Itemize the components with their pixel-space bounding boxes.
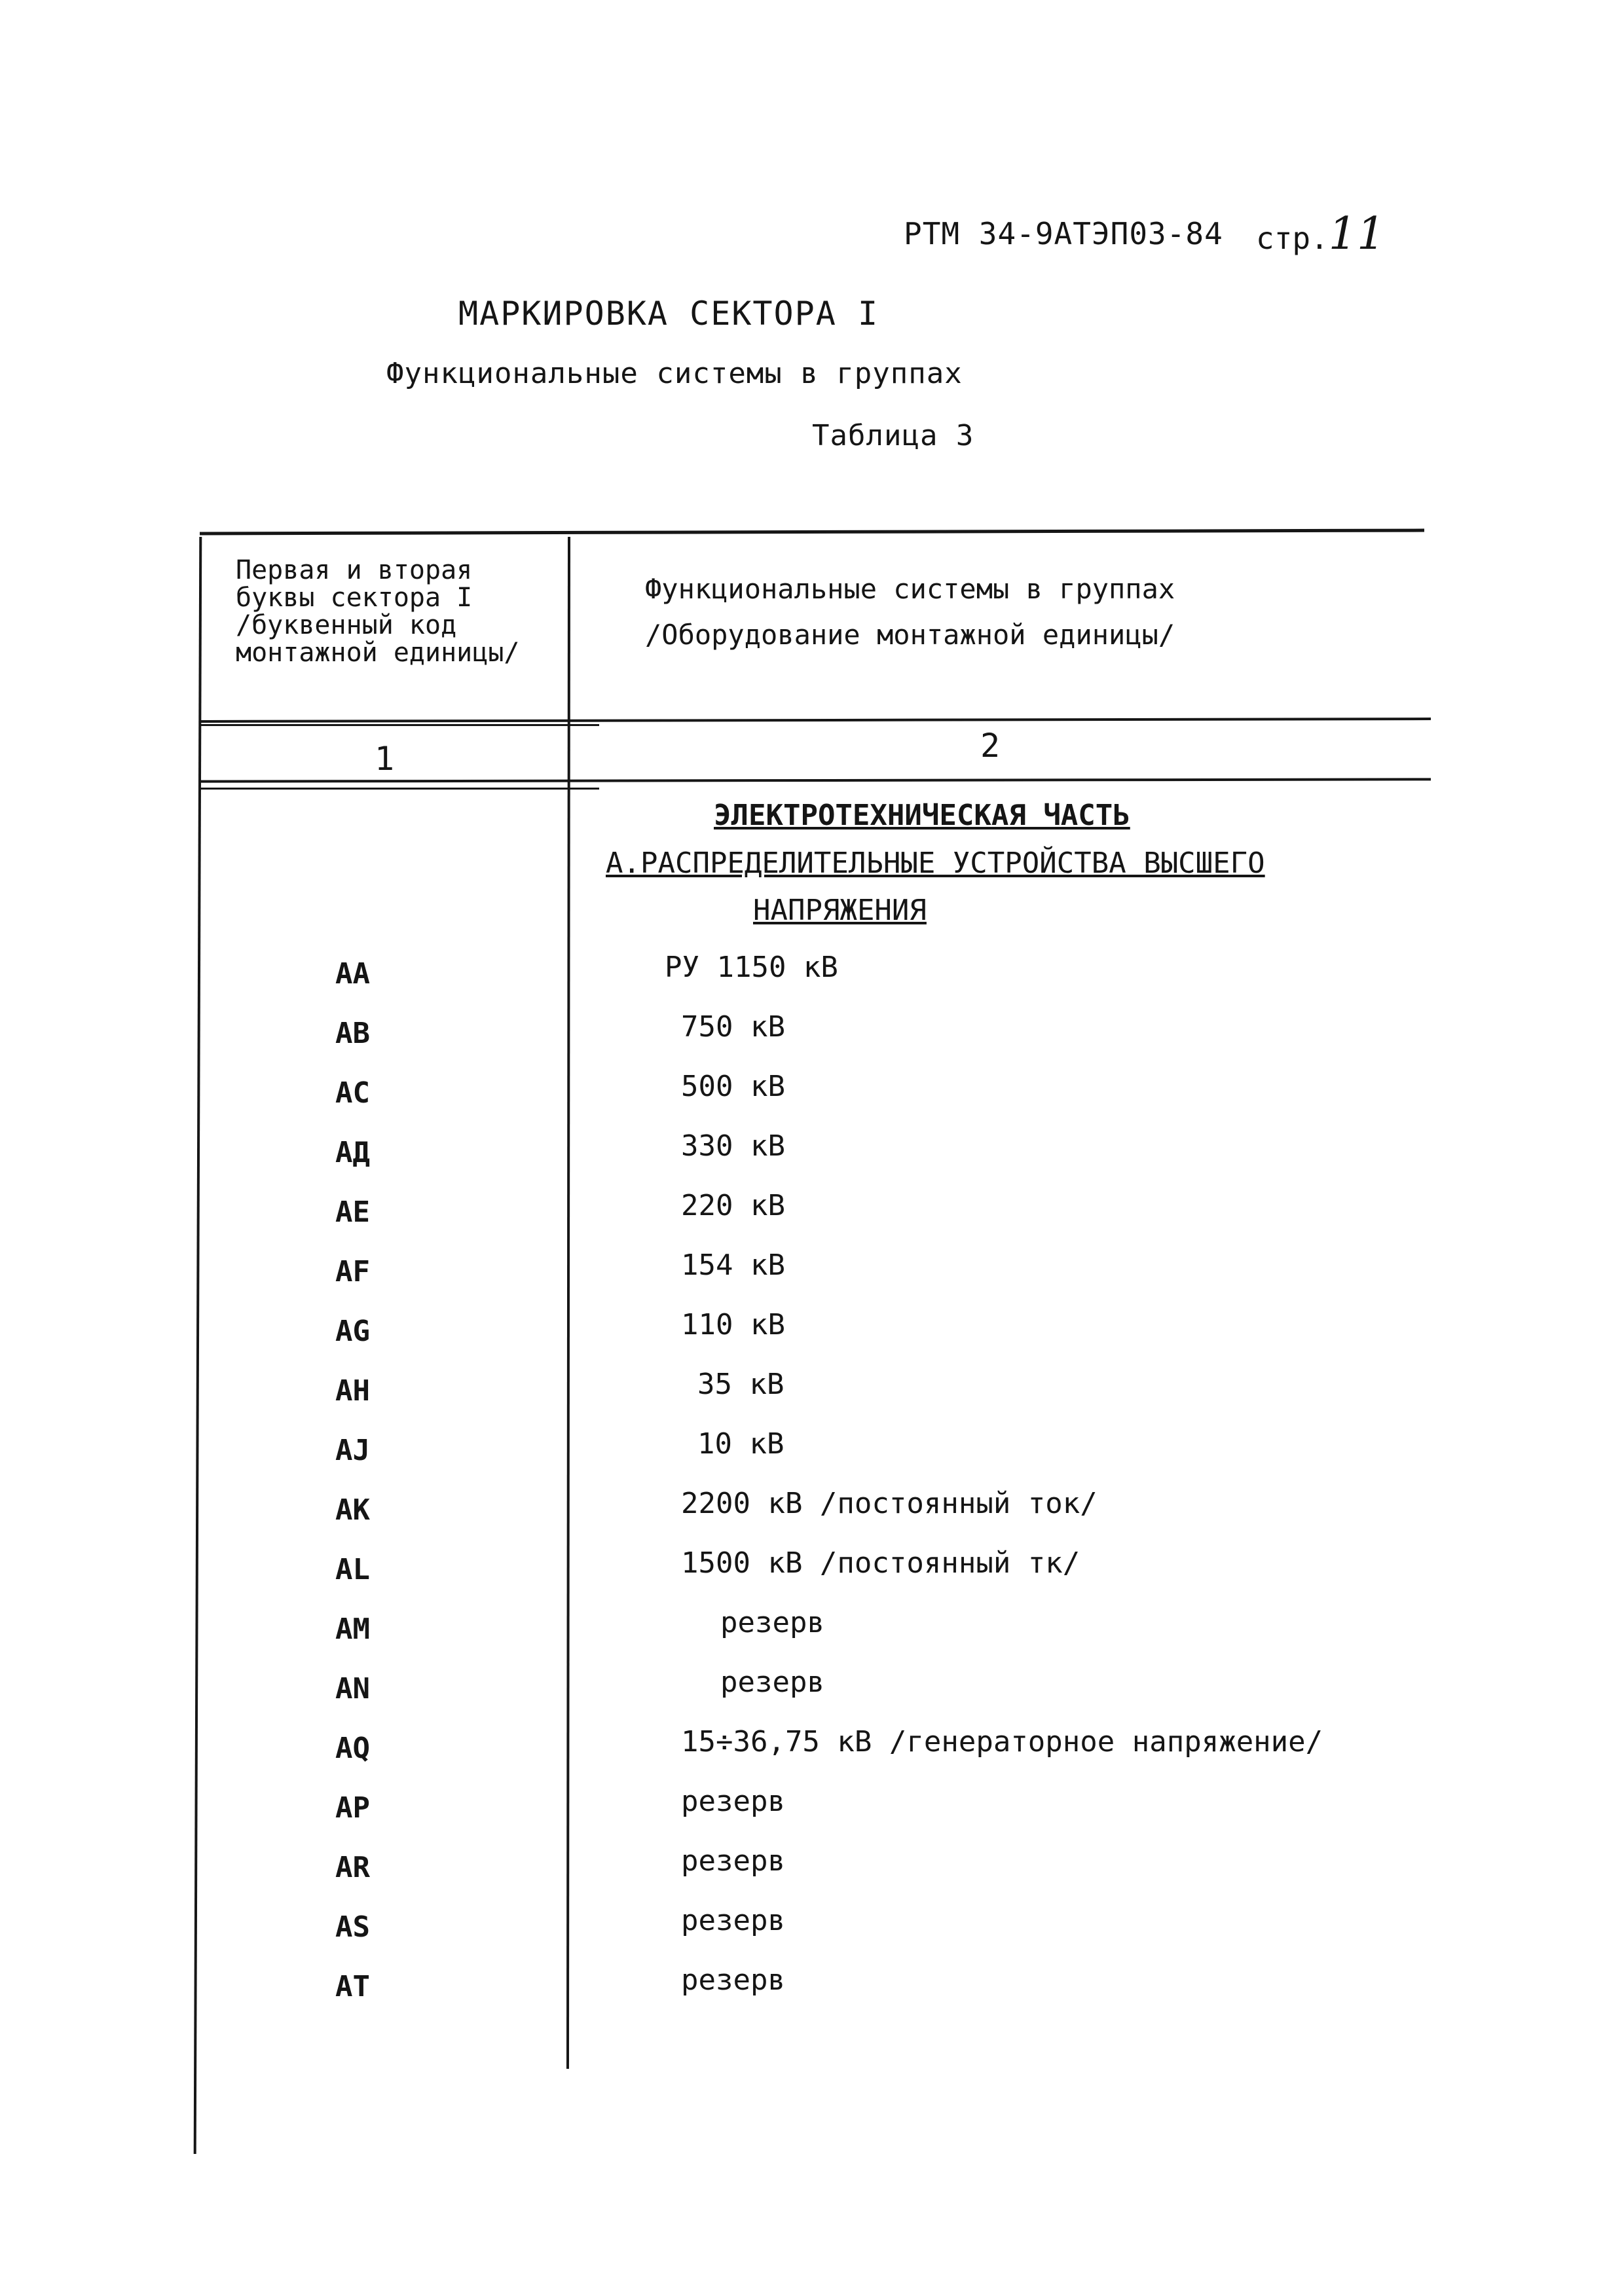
row-code: АQ xyxy=(335,1732,370,1765)
section-subheading-line2: НАПРЯЖЕНИЯ xyxy=(753,894,927,927)
row-code: АД xyxy=(335,1136,370,1169)
page-title: МАРКИРОВКА СЕКТОРА I xyxy=(458,295,879,333)
row-desc: резерв xyxy=(720,1606,824,1639)
row-desc: 2200 кВ /постоянный ток/ xyxy=(681,1487,1098,1520)
row-code: АL xyxy=(335,1553,370,1586)
row-desc: 154 кВ xyxy=(681,1248,785,1282)
row-code: АМ xyxy=(335,1613,370,1646)
row-desc: РУ 1150 кВ xyxy=(665,951,838,984)
row-code: АJ xyxy=(335,1434,370,1467)
page-number xyxy=(1256,208,1385,260)
page-subtitle: Функциональные системы в группах xyxy=(386,357,963,390)
row-code: АН xyxy=(335,1374,370,1408)
table-top-rule xyxy=(200,529,1424,536)
row-code: АN xyxy=(335,1672,370,1705)
row-code: АК xyxy=(335,1493,370,1527)
page-number-value: 11 xyxy=(1328,208,1386,260)
row-desc: 220 кВ xyxy=(681,1189,785,1222)
row-desc: 35 кВ xyxy=(697,1368,784,1401)
section-heading: ЭЛЕКТРОТЕХНИЧЕСКАЯ ЧАСТЬ xyxy=(714,799,1130,832)
row-desc: резерв xyxy=(681,1785,785,1818)
document-code: РТМ 34-9АТЭП03-84 xyxy=(904,216,1223,251)
row-code: АG xyxy=(335,1315,370,1348)
column-2-number: 2 xyxy=(980,727,1001,765)
row-desc: 750 кВ xyxy=(681,1010,785,1044)
row-desc: резерв xyxy=(681,1904,785,1937)
row-desc: резерв xyxy=(681,1963,785,1997)
row-code: АЕ xyxy=(335,1195,370,1229)
row-code: АС xyxy=(335,1076,370,1110)
column-1-header: Первая и вторая буквы сектора I /буквенный код монтажной единицы/ xyxy=(236,555,520,668)
row-code: АР xyxy=(335,1791,370,1825)
row-desc: 500 кВ xyxy=(681,1070,785,1103)
row-desc: резерв xyxy=(681,1844,785,1878)
table-column-divider xyxy=(566,537,570,2069)
row-code: АR xyxy=(335,1851,370,1884)
row-code: АS xyxy=(335,1910,370,1944)
row-code: АF xyxy=(335,1255,370,1288)
row-desc: 15÷36,75 кВ /генераторное напряжение/ xyxy=(681,1725,1323,1758)
column-2-header: Функциональные системы в группах /Оборудование монтажной единицы/ xyxy=(645,573,1175,651)
row-code: АТ xyxy=(335,1970,370,2003)
row-desc: резерв xyxy=(720,1666,824,1699)
table-header-rule xyxy=(200,718,1431,723)
table-number-rule xyxy=(200,778,1431,782)
table-label: Таблица 3 xyxy=(812,419,974,452)
table-number-rule-under xyxy=(200,788,599,790)
table-left-border xyxy=(194,537,202,2154)
section-subheading-line1: А.РАСПРЕДЕЛИТЕЛЬНЫЕ УСТРОЙСТВА ВЫСШЕГО xyxy=(606,847,1265,880)
row-desc: 10 кВ xyxy=(697,1427,784,1461)
row-desc: 330 кВ xyxy=(681,1129,785,1163)
table-number-rule-top xyxy=(200,724,599,726)
row-desc: 1500 кВ /постоянный тк/ xyxy=(681,1546,1080,1580)
row-desc: 110 кВ xyxy=(681,1308,785,1341)
row-code: АВ xyxy=(335,1017,370,1050)
page-label: стр. xyxy=(1256,221,1329,256)
column-1-number: 1 xyxy=(375,740,395,778)
row-code: АА xyxy=(335,957,370,991)
